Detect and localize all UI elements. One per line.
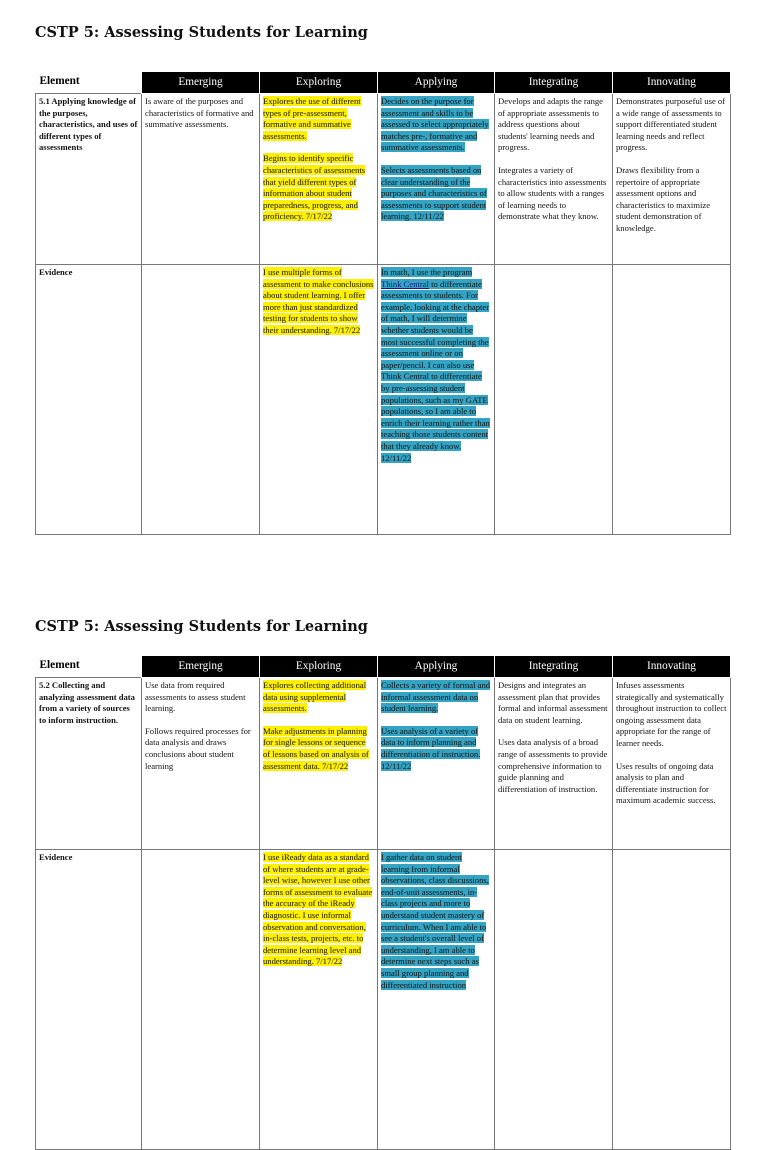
applying-cell bbox=[378, 94, 495, 265]
element-header: Element bbox=[36, 72, 142, 94]
level-header-applying: Applying bbox=[378, 72, 495, 94]
descriptor-text: Uses analysis of a variety of data to inform planning and differentiation of instruction. 12/11/22 bbox=[381, 725, 481, 771]
level-header-emerging: Emerging bbox=[142, 656, 260, 678]
think-central-link[interactable]: Think Central bbox=[381, 278, 429, 289]
integrating-evidence-cell bbox=[495, 850, 613, 1150]
evidence-text: I use multiple forms of assessment to make conclusions about student learning. I offer more than just standardized testing for students to show their understanding. 7/17/22 bbox=[263, 267, 374, 335]
integrating-cell bbox=[495, 94, 613, 265]
evidence-text: I use iReady data as a standard of where students are at grade-level wise, however I use other forms of assessment to evaluate the accuracy of the iReady diagnostic. I use informal observation and conversation, in-class tests, projects, etc. to determine learning level and understanding. 7/17/22 bbox=[263, 852, 373, 967]
innovating-cell bbox=[613, 94, 731, 265]
evidence-row bbox=[36, 850, 731, 1150]
descriptor-row bbox=[36, 678, 731, 850]
descriptor-text: Is aware of the purposes and characteristics of formative and summative assessments. bbox=[145, 96, 254, 130]
level-header-emerging: Emerging bbox=[142, 72, 260, 94]
level-header-exploring: Exploring bbox=[260, 72, 378, 94]
integrating-evidence-cell bbox=[495, 265, 613, 535]
evidence-label: Evidence bbox=[36, 265, 142, 535]
descriptor-text: Collects a variety of formal and informal assessment data on student learning. bbox=[381, 680, 491, 714]
level-header-innovating: Innovating bbox=[613, 72, 731, 94]
descriptor-text: Use data from required assessments to assess student learning. bbox=[145, 680, 246, 714]
level-header-innovating: Innovating bbox=[613, 656, 731, 678]
evidence-text: In math, I use the program Think Central to differentiate assessments to students. For example, looking at the chapter of math, I will determine whether students would be most successful completing the assessment online or on paper/pencil. I can also use Think Central to differentiate by pre-assessing student populations, such as my GATE populations, so I am able to enrich their learning rather than teaching those students content that they already know. 12/11/22 bbox=[381, 267, 490, 463]
descriptor-text: Begins to identify specific characteristics of assessments that yield different types of information about student preparedness, progress, and proficiency. 7/17/22 bbox=[263, 153, 366, 222]
descriptor-text: Integrates a variety of characteristics into assessments to allow students with a ranges of learning needs to demonstrate what they know. bbox=[498, 164, 607, 222]
applying-evidence-cell bbox=[378, 265, 495, 535]
innovating-evidence-cell bbox=[613, 850, 731, 1150]
emerging-cell bbox=[142, 678, 260, 850]
descriptor-text: Explores collecting additional data using supplemental assessments. bbox=[263, 680, 367, 714]
level-header-integrating: Integrating bbox=[495, 72, 613, 94]
emerging-evidence-cell bbox=[142, 850, 260, 1150]
rubric-table bbox=[35, 655, 731, 1150]
evidence-label: Evidence bbox=[36, 850, 142, 1150]
level-header-applying: Applying bbox=[378, 656, 495, 678]
descriptor-text: Selects assessments based on clear understanding of the purposes and characteristics of assessments to support student learning. 12/11/22 bbox=[381, 164, 487, 222]
descriptor-text: Explores the use of different types of pre-assessment, formative and summative assessments. bbox=[263, 96, 361, 141]
exploring-evidence-cell bbox=[260, 265, 378, 535]
descriptor-row bbox=[36, 94, 731, 265]
header-row bbox=[36, 72, 731, 94]
descriptor-text: Infuses assessments strategically and systematically throughout instruction to collect ongoing assessment data appropriate for the range of learner needs. bbox=[616, 680, 727, 748]
emerging-evidence-cell bbox=[142, 265, 260, 535]
exploring-cell bbox=[260, 94, 378, 265]
section-title: CSTP 5: Assessing Students for Learning bbox=[35, 618, 368, 635]
exploring-evidence-cell bbox=[260, 850, 378, 1150]
applying-evidence-cell bbox=[378, 850, 495, 1150]
level-header-integrating: Integrating bbox=[495, 656, 613, 678]
descriptor-text: Uses data analysis of a broad range of assessments to provide comprehensive information to guide planning and differentiation of instruction. bbox=[498, 737, 608, 794]
section-title: CSTP 5: Assessing Students for Learning bbox=[35, 24, 368, 41]
descriptor-text: Draws flexibility from a repertoire of appropriate assessment options and characteristics to maximize student demonstration of knowledge. bbox=[616, 164, 711, 233]
evidence-row bbox=[36, 265, 731, 535]
header-row bbox=[36, 656, 731, 678]
emerging-cell bbox=[142, 94, 260, 265]
descriptor-text: Demonstrates purposeful use of a wide range of assessments to support differentiated student learning needs and reflect progress. bbox=[616, 96, 726, 153]
exploring-cell bbox=[260, 678, 378, 850]
element-label: 5.1 Applying knowledge of the purposes, characteristics, and uses of different types of assessments bbox=[36, 94, 142, 265]
integrating-cell bbox=[495, 678, 613, 850]
innovating-evidence-cell bbox=[613, 265, 731, 535]
descriptor-text: Follows required processes for data analysis and draws conclusions about student learning bbox=[145, 725, 251, 771]
element-label: 5.2 Collecting and analyzing assessment data from a variety of sources to inform instruction. bbox=[36, 678, 142, 850]
evidence-text: I gather data on student learning from informal observations, class discussions, end-of-unit assessments, in-class projects and more to understand student mastery of curriculum. When I am able to see a student's overall level of understanding, I am able to determine next steps such as small group planning and differentiated instruction bbox=[381, 852, 489, 990]
rubric-table bbox=[35, 71, 731, 535]
level-header-exploring: Exploring bbox=[260, 656, 378, 678]
descriptor-text: Develops and adapts the range of appropriate assessments to address questions about students' learning needs and progress. bbox=[498, 96, 603, 153]
descriptor-text: Uses results of ongoing data analysis to plan and differentiate instruction for maximum academic success. bbox=[616, 760, 716, 806]
descriptor-text: Designs and integrates an assessment plan that provides formal and informal assessment data on student learning. bbox=[498, 680, 608, 725]
section-5-1 bbox=[0, 0, 768, 560]
descriptor-text: Decides on the purpose for assessment and skills to be assessed to select appropriately matches pre-, formative and summative assessments. bbox=[381, 96, 489, 153]
descriptor-text: Make adjustments in planning for single lessons or sequence of lessons based on analysis of assessment data. 7/17/22 bbox=[263, 725, 369, 771]
applying-cell bbox=[378, 678, 495, 850]
element-header: Element bbox=[36, 656, 142, 678]
section-5-2 bbox=[0, 596, 768, 1024]
innovating-cell bbox=[613, 678, 731, 850]
